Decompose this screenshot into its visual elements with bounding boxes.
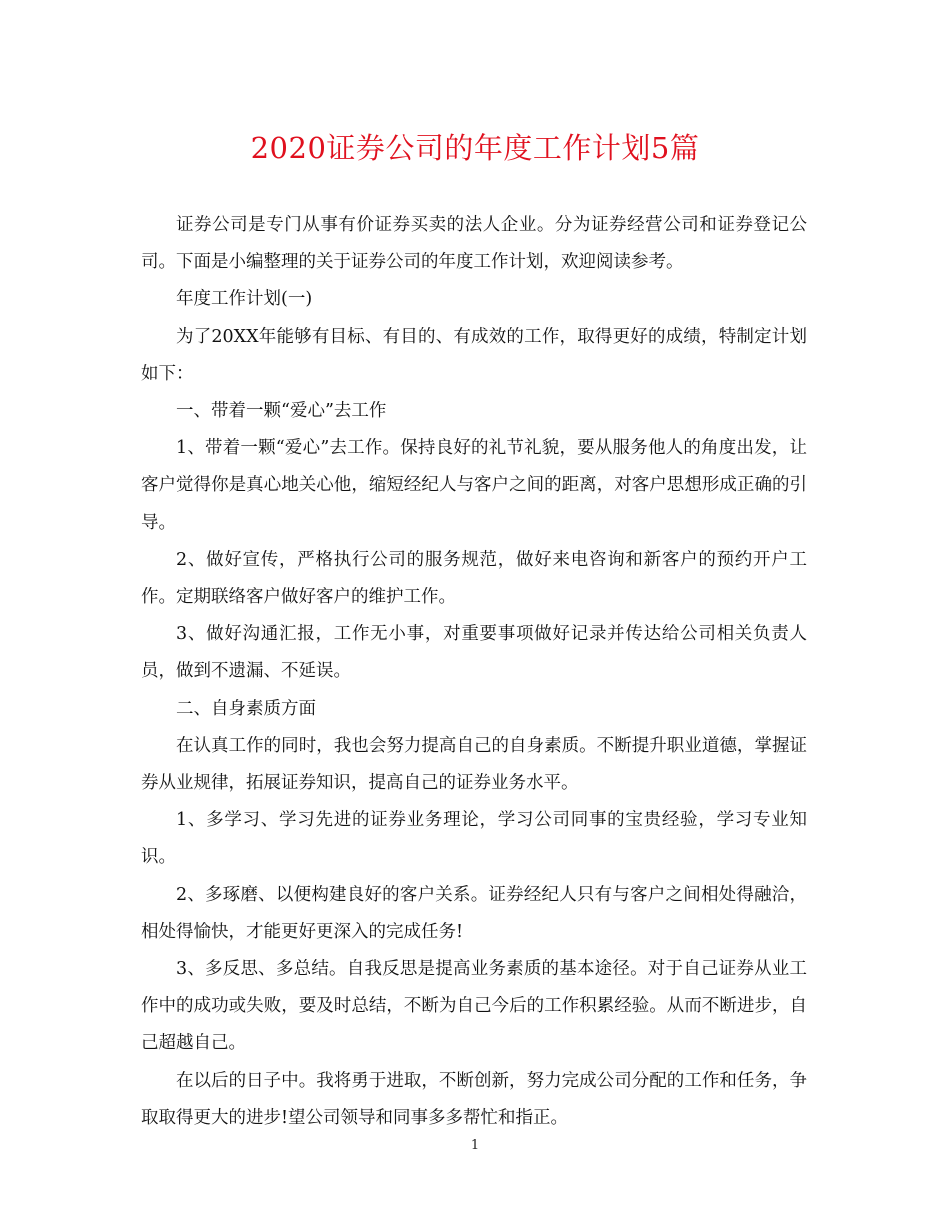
paragraph-self-quality: 在认真工作的同时，我也会努力提高自己的自身素质。不断提升职业道德，掌握证券从业规律，拓展证券知识，提高自己的证券业务水平。	[141, 735, 807, 794]
paragraph-plan-intro: 为了20XX年能够有目标、有目的、有成效的工作，取得更好的成绩，特制定计划如下：	[141, 326, 807, 384]
paragraph-conclusion: 在以后的日子中。我将勇于进取，不断创新，努力完成公司分配的工作和任务，争取取得更大的进步!望公司领导和同事多多帮忙和指正。	[141, 1070, 807, 1128]
paragraph-item: 3、多反思、多总结。自我反思是提高业务素质的基本途径。对于自己证券从业工作中的成功或失败，要及时总结，不断为自己今后的工作积累经验。从而不断进步，自己超越自己。	[141, 959, 807, 1054]
paragraph-section-heading: 年度工作计划(一)	[176, 289, 313, 310]
paragraph-item: 1、带着一颗“爱心”去工作。保持良好的礼节礼貌，要从服务他人的角度出发，让客户觉得你是真心地关心他，缩短经纪人与客户之间的距离，对客户思想形成正确的引导。	[141, 438, 807, 533]
paragraph-item: 1、多学习、学习先进的证券业务理论，学习公司同事的宝贵经验，学习专业知识。	[141, 810, 807, 868]
paragraph-heading-one: 一、带着一颗“爱心”去工作	[176, 401, 387, 422]
paragraph-intro: 证券公司是专门从事有价证券买卖的法人企业。分为证券经营公司和证券登记公司。下面是小编整理的关于证券公司的年度工作计划，欢迎阅读参考。	[141, 215, 807, 273]
document-body	[141, 207, 807, 1137]
document-title: 2020证券公司的年度工作计划5篇	[250, 131, 700, 165]
paragraph-heading-two: 二、自身素质方面	[176, 698, 316, 719]
paragraph-item: 3、做好沟通汇报，工作无小事，对重要事项做好记录并传达给公司相关负责人员，做到不遗漏、不延误。	[141, 624, 807, 682]
page-number: 1	[470, 1138, 480, 1153]
paragraph-item: 2、多琢磨、以便构建良好的客户关系。证券经纪人只有与客户之间相处得融洽，相处得愉快，才能更好更深入的完成任务!	[141, 884, 807, 942]
paragraph-item: 2、做好宣传，严格执行公司的服务规范，做好来电咨询和新客户的预约开户工作。定期联络客户做好客户的维护工作。	[141, 549, 807, 608]
